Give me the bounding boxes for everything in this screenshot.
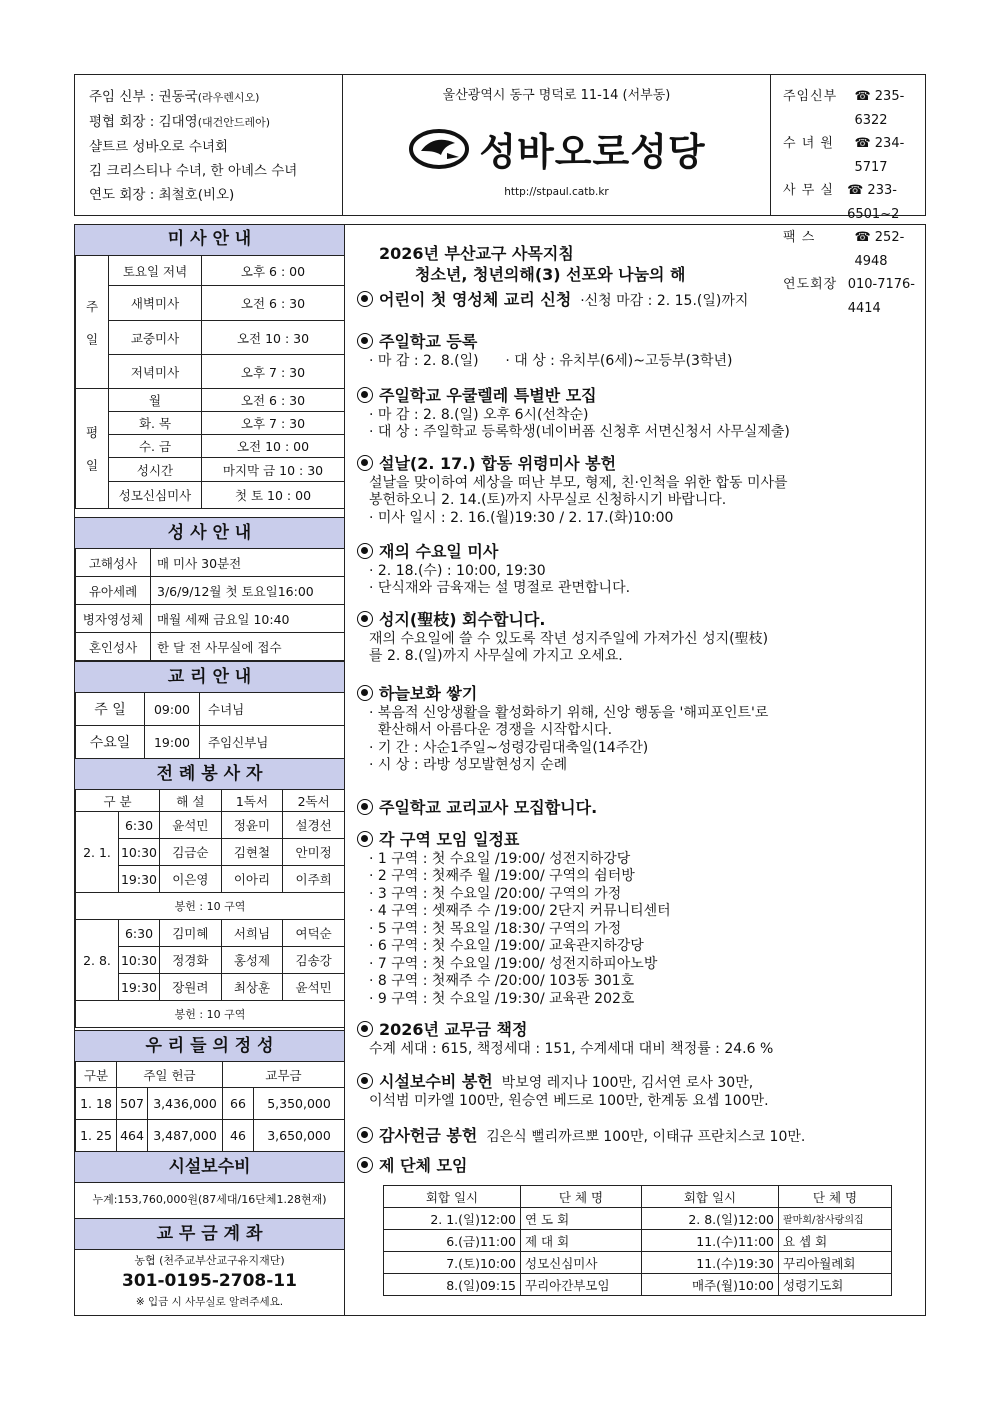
sacrament-detail: 3/6/9/12월 첫 토요일16:00 [151, 577, 345, 605]
notice-line: 수계 세대 : 615, 책정세대 : 151, 수계세대 대비 책정률 : 24.6 % [369, 1040, 774, 1057]
notice-line: · 기 간 : 사순1주일~성령강림대축일(14주간) [369, 739, 649, 756]
notice-heading-line [357, 333, 919, 353]
mass-title: 미 사 안 내 [75, 225, 344, 256]
notice-line: · 7 구역 : 첫 수요일 /19:00/ 성전지하피아노방 [369, 955, 658, 972]
circle-bullet-icon [357, 387, 373, 403]
notice-heading-line [357, 611, 919, 631]
notice-heading: 주일학교 교리교사 모집합니다. [379, 798, 598, 817]
notice-heading: 재의 수요일 미사 [379, 542, 499, 561]
notice-line: · 3 구역 : 첫 수요일 /20:00/ 구역의 가정 [369, 885, 622, 902]
notice-line: · 시 상 : 라방 성모발현성지 순례 [369, 757, 568, 773]
liturgy-name: 김송강 [283, 947, 345, 974]
notice-item [357, 1021, 919, 1058]
mass-name: 토요일 저녁 [109, 256, 202, 286]
mass-time: 오후 7 : 30 [202, 355, 345, 389]
group-row [384, 1208, 892, 1230]
offering-value: 3,487,000 [148, 1120, 223, 1152]
group-datetime: 매주(월)10:00 [642, 1274, 779, 1296]
liturgy-name: 안미정 [283, 839, 345, 866]
liturgy-title: 전 례 봉 사 자 [75, 758, 344, 790]
sacrament-row [76, 577, 345, 605]
notice-heading-line [357, 685, 919, 705]
notices-column [345, 224, 926, 1316]
liturgy-header: 2독서 [283, 790, 345, 812]
mass-time: 마지막 금 10 : 30 [202, 458, 345, 482]
liturgy-name: 윤석민 [160, 812, 222, 839]
notice-heading: 하늘보화 쌓기 [379, 684, 478, 703]
offering-header-row [76, 1062, 345, 1088]
mass-name: 교중미사 [109, 321, 202, 355]
church-address: 울산광역시 동구 명덕로 11-14 (서부동) [442, 88, 671, 103]
motto-line-1: 2026년 부산교구 사목지침 [379, 244, 574, 263]
group-name: 꾸리아간부모임 [521, 1274, 642, 1296]
mass-name: 수. 금 [109, 435, 202, 458]
group-name: 팔마회/참사랑의집 [779, 1208, 892, 1230]
mass-name: 새벽미사 [109, 286, 202, 321]
liturgy-name: 서희님 [221, 920, 283, 947]
notice-heading-line [357, 1157, 919, 1177]
offering-value: 66 [223, 1088, 254, 1120]
notice-line: 재의 수요일에 쓸 수 있도록 작년 성지주일에 가져가신 성지(聖枝) [369, 630, 769, 647]
liturgy-name: 정윤미 [221, 812, 283, 839]
notice-heading-line [357, 1073, 919, 1093]
mass-row [76, 458, 345, 482]
group-header: 단 체 명 [779, 1186, 892, 1208]
group-datetime: 6.(금)11:00 [384, 1230, 521, 1252]
doctrine-day: 주 일 [76, 693, 145, 726]
notice-line: · 마 감 : 2. 8.(일) · 대 상 : 유치부(6세)~고등부(3학년) [369, 352, 733, 369]
contact-label: 연도회장 [783, 277, 838, 292]
liturgy-name: 설경선 [283, 812, 345, 839]
sacrament-detail: 매 미사 30분전 [151, 549, 345, 577]
facility-total: 누계:153,760,000원(87세대/16단체1.28현재) [75, 1182, 344, 1219]
offering-date: 1. 18 [76, 1088, 117, 1120]
group-row [384, 1274, 892, 1296]
offering-value: 507 [117, 1088, 148, 1120]
mass-row [76, 355, 345, 389]
mass-group-label: 주 일 [76, 256, 109, 389]
circle-bullet-icon [357, 685, 373, 701]
doctrine-time: 09:00 [145, 693, 200, 726]
mass-name: 화. 목 [109, 412, 202, 435]
notice-heading-line [357, 291, 919, 311]
notice-heading: 어린이 첫 영성체 교리 신청 [379, 290, 572, 309]
offering-value: 5,350,000 [254, 1088, 345, 1120]
notice-item [357, 333, 919, 370]
group-row [384, 1252, 892, 1274]
notice-heading: 각 구역 모임 일정표 [379, 830, 520, 849]
notice-heading-line [357, 455, 919, 475]
staff-line [89, 135, 342, 159]
liturgy-name: 이은영 [160, 866, 222, 893]
staff-line [89, 159, 342, 183]
notice-heading-line [357, 543, 919, 563]
church-title-block [343, 75, 771, 215]
staff-line-text: 주임 신부 : 권동국 [89, 89, 198, 105]
staff-line-text: 평협 회장 : 김대영 [89, 114, 198, 130]
notice-heading-line [357, 387, 919, 407]
liturgy-name: 홍성제 [221, 947, 283, 974]
account-number: 301-0195-2708-11 [122, 1271, 297, 1291]
mass-name: 성시간 [109, 458, 202, 482]
liturgy-time: 10:30 [119, 947, 160, 974]
contact-row [783, 85, 925, 132]
notice-heading-line [357, 799, 919, 819]
account-title: 교 무 금 계 좌 [75, 1218, 344, 1250]
sacrament-name: 병자영성체 [76, 605, 151, 633]
notice-line: · 2. 18.(수) : 10:00, 19:30 [369, 562, 546, 579]
notice-heading: 시설보수비 봉헌 [379, 1072, 493, 1091]
mass-row [76, 435, 345, 458]
notice-item [357, 611, 919, 666]
liturgy-name: 김현철 [221, 839, 283, 866]
notice-item [357, 1073, 919, 1110]
mass-row [76, 286, 345, 321]
mass-time: 오후 7 : 30 [202, 412, 345, 435]
liturgy-header: 해 설 [160, 790, 222, 812]
notice-heading-line [357, 1021, 919, 1041]
offering-value: 3,650,000 [254, 1120, 345, 1152]
liturgy-offering: 봉헌 : 10 구역 [76, 1001, 345, 1028]
contact-row [783, 132, 925, 179]
staff-line [89, 110, 342, 135]
account-info [75, 1252, 344, 1309]
church-name: 성바오로성당 [479, 130, 706, 174]
mass-row [76, 256, 345, 286]
mass-row [76, 412, 345, 435]
notice-line: · 1 구역 : 첫 수요일 /19:00/ 성전지하강당 [369, 850, 631, 867]
notice-heading: 주일학교 우쿨렐레 특별반 모집 [379, 386, 597, 405]
circle-bullet-icon [357, 1157, 373, 1173]
circle-bullet-icon [357, 543, 373, 559]
liturgy-time: 6:30 [119, 920, 160, 947]
liturgy-name: 김금순 [160, 839, 222, 866]
doctrine-table [75, 692, 345, 759]
doctrine-teacher: 주임신부님 [200, 726, 345, 759]
liturgy-offering: 봉헌 : 10 구역 [76, 893, 345, 920]
liturgy-date: 2. 8. [76, 920, 119, 1001]
offering-value: 3,436,000 [148, 1088, 223, 1120]
liturgy-name: 윤석민 [283, 974, 345, 1001]
liturgy-offering-row [76, 1001, 345, 1028]
contact-value: ☎ 234-5717 [854, 136, 905, 175]
circle-bullet-icon [357, 455, 373, 471]
liturgy-name: 여덕순 [283, 920, 345, 947]
circle-bullet-icon [357, 611, 373, 627]
notice-line: 환산해서 아름다운 경쟁을 시작합시다. [369, 722, 613, 738]
mass-name: 월 [109, 389, 202, 412]
notice-line: · 단식재와 금육재는 설 명절로 관면합니다. [369, 580, 631, 596]
liturgy-header: 1독서 [221, 790, 283, 812]
notice-line: · 4 구역 : 셋째주 수 /19:00/ 2단지 커뮤니티센터 [369, 903, 671, 919]
contact-value: ☎ 235-6322 [854, 89, 905, 128]
group-name: 성령기도회 [779, 1274, 892, 1296]
group-name: 꾸리아월례회 [779, 1252, 892, 1274]
offering-table [75, 1061, 345, 1152]
motto-line-2: 청소년, 청년의해(3) 선포와 나눔의 해 [415, 265, 686, 284]
staff-line-text: 김 크리스티나 수녀, 한 아녜스 수녀 [89, 163, 298, 179]
mass-time: 오전 10 : 00 [202, 435, 345, 458]
notice-heading: 주일학교 등록 [379, 332, 478, 351]
notice-line: 를 2. 8.(일)까지 사무실에 가지고 오세요. [369, 648, 623, 664]
liturgy-offering-row [76, 893, 345, 920]
staff-line-text: 샬트르 성바오로 수녀회 [89, 139, 228, 155]
liturgy-table [75, 789, 345, 1028]
staff-line-text: 연도 회장 : 최철호(비오) [89, 187, 235, 203]
liturgy-name: 이주희 [283, 866, 345, 893]
staff-line-note: (라우렌시오) [197, 91, 260, 104]
notice-line: · 복음적 신앙생활을 활성화하기 위해, 신앙 행동을 '해피포인트'로 [369, 704, 769, 721]
sacrament-row [76, 633, 345, 661]
sacrament-row [76, 549, 345, 577]
left-column [74, 224, 345, 1316]
notice-item [357, 685, 919, 775]
church-url[interactable]: http://stpaul.catb.kr [504, 186, 609, 198]
group-datetime: 2. 1.(일)12:00 [384, 1208, 521, 1230]
notice-item [357, 831, 919, 1008]
liturgy-name: 장원려 [160, 974, 222, 1001]
mass-time: 오전 10 : 30 [202, 321, 345, 355]
group-name: 제 대 회 [521, 1230, 642, 1252]
group-meeting-table [383, 1185, 892, 1296]
facility-title: 시설보수비 [75, 1151, 344, 1183]
mass-name: 성모신심미사 [109, 482, 202, 509]
liturgy-time: 10:30 [119, 839, 160, 866]
doctrine-row [76, 726, 345, 759]
notice-line: · 6 구역 : 첫 수요일 /19:00/ 교육관지하강당 [369, 938, 644, 954]
notice-line: 이석범 미카엘 100만, 원승연 베드로 100만, 한계동 요셉 100만. [369, 1092, 769, 1109]
sacrament-name: 고해성사 [76, 549, 151, 577]
notice-item [357, 387, 919, 442]
notice-item [357, 291, 919, 311]
mass-group-label: 평 일 [76, 389, 109, 509]
doctrine-title: 교 리 안 내 [75, 661, 344, 693]
liturgy-name: 최상훈 [221, 974, 283, 1001]
notice-inline-text: ·신청 마감 : 2. 15.(일)까지 [571, 293, 749, 309]
group-header: 회합 일시 [642, 1186, 779, 1208]
group-header: 단 체 명 [521, 1186, 642, 1208]
mass-row [76, 321, 345, 355]
group-header: 회합 일시 [384, 1186, 521, 1208]
doctrine-teacher: 수녀님 [200, 693, 345, 726]
offering-title: 우 리 들 의 정 성 [75, 1030, 344, 1062]
offering-row [76, 1088, 345, 1120]
sacrament-name: 혼인성사 [76, 633, 151, 661]
sacrament-detail: 매월 세째 금요일 10:40 [151, 605, 345, 633]
group-row [384, 1230, 892, 1252]
group-datetime: 8.(일)09:15 [384, 1274, 521, 1296]
notice-heading: 성지(聖枝) 회수합니다. [379, 610, 546, 629]
group-datetime: 2. 8.(일)12:00 [642, 1208, 779, 1230]
staff-line [89, 85, 342, 110]
notice-line: · 5 구역 : 첫 목요일 /18:30/ 구역의 가정 [369, 920, 622, 937]
doctrine-time: 19:00 [145, 726, 200, 759]
notice-inline-text: 박보영 레지나 100만, 김서연 로사 30만, [492, 1075, 754, 1091]
mass-name: 저녁미사 [109, 355, 202, 389]
notice-item [357, 543, 919, 598]
notice-line: · 8 구역 : 첫째주 수 /20:00/ 103동 301호 [369, 973, 635, 989]
sacrament-name: 유아세례 [76, 577, 151, 605]
notice-heading-line [357, 1127, 919, 1147]
notice-item [357, 1157, 919, 1177]
contact-value: ☎ 252-4948 [854, 230, 905, 269]
group-datetime: 7.(토)10:00 [384, 1252, 521, 1274]
group-header-row [384, 1186, 892, 1208]
offering-row [76, 1120, 345, 1152]
offering-date: 1. 25 [76, 1120, 117, 1152]
group-name: 성모신심미사 [521, 1252, 642, 1274]
church-logo [343, 121, 770, 176]
sacrament-table [75, 548, 345, 661]
notice-heading: 제 단체 모임 [379, 1156, 468, 1175]
liturgy-row [76, 920, 345, 947]
notice-line: · 미사 일시 : 2. 16.(월)19:30 / 2. 17.(화)10:00 [369, 509, 674, 526]
mass-time: 오후 6 : 00 [202, 256, 345, 286]
notice-line: · 대 상 : 주일학교 등록학생(네이버폼 신청후 서면신청서 사무실제출) [369, 424, 790, 440]
notice-item [357, 799, 919, 819]
doctrine-day: 수요일 [76, 726, 145, 759]
liturgy-name: 정경화 [160, 947, 222, 974]
group-datetime: 11.(수)19:30 [642, 1252, 779, 1274]
offering-value: 46 [223, 1120, 254, 1152]
group-datetime: 11.(수)11:00 [642, 1230, 779, 1252]
contact-value: ☎ 233-6501~2 [847, 183, 900, 222]
dove-emblem-icon [407, 125, 471, 173]
staff-line-note: (대건안드레아) [197, 116, 271, 129]
circle-bullet-icon [357, 1021, 373, 1037]
mass-time: 오전 6 : 30 [202, 286, 345, 321]
mass-row [76, 389, 345, 412]
liturgy-name: 김미혜 [160, 920, 222, 947]
group-name: 연 도 회 [521, 1208, 642, 1230]
contact-label: 사 무 실 [783, 183, 834, 198]
account-note: ※ 입금 시 사무실로 알려주세요. [135, 1296, 284, 1308]
liturgy-date: 2. 1. [76, 812, 119, 893]
liturgy-name: 이아리 [221, 866, 283, 893]
staff-info [75, 75, 343, 215]
notice-item [357, 1127, 919, 1147]
liturgy-time: 19:30 [119, 866, 160, 893]
circle-bullet-icon [357, 1127, 373, 1143]
contact-label: 수 녀 원 [783, 136, 834, 151]
notice-line: · 2 구역 : 첫째주 월 /19:00/ 구역의 쉼터방 [369, 868, 635, 884]
liturgy-header: 구 분 [76, 790, 160, 812]
offering-value: 464 [117, 1120, 148, 1152]
liturgy-time: 6:30 [119, 812, 160, 839]
notice-line: 봉헌하오니 2. 14.(토)까지 사무실로 신청하시기 바랍니다. [369, 492, 727, 508]
notice-line: · 마 감 : 2. 8.(일) 오후 6시(선착순) [369, 406, 589, 423]
group-name: 요 셉 회 [779, 1230, 892, 1252]
circle-bullet-icon [357, 799, 373, 815]
notice-line: 설날을 맞이하여 세상을 떠난 부모, 형제, 친·인척을 위한 합동 미사를 [369, 474, 788, 491]
offering-header: 주일 헌금 [117, 1062, 223, 1088]
doctrine-row [76, 693, 345, 726]
contact-value: 010-7176-4414 [847, 277, 915, 316]
circle-bullet-icon [357, 1073, 373, 1089]
notice-item [357, 455, 919, 527]
liturgy-header-row [76, 790, 345, 812]
mass-time: 오전 6 : 30 [202, 389, 345, 412]
sacrament-row [76, 605, 345, 633]
mass-time: 첫 토 10 : 00 [202, 482, 345, 509]
contact-list [771, 75, 925, 316]
sacrament-title: 성 사 안 내 [75, 517, 344, 549]
notice-heading: 설날(2. 17.) 합동 위령미사 봉헌 [379, 454, 617, 473]
notice-heading: 감사헌금 봉헌 [379, 1126, 478, 1145]
offering-header: 교무금 [223, 1062, 345, 1088]
notice-inline-text: 김은식 뻘리까르뽀 100만, 이태규 프란치스코 10만. [477, 1129, 806, 1145]
contact-label: 주임신부 [783, 89, 838, 104]
circle-bullet-icon [357, 831, 373, 847]
contact-label: 팩 스 [783, 230, 816, 245]
notice-heading: 2026년 교무금 책정 [379, 1020, 528, 1039]
circle-bullet-icon [357, 291, 373, 307]
mass-row [76, 482, 345, 509]
sacrament-detail: 한 달 전 사무실에 접수 [151, 633, 345, 661]
liturgy-row [76, 812, 345, 839]
contact-row [783, 179, 925, 226]
staff-line [89, 183, 342, 207]
mass-table [75, 255, 345, 509]
account-bank: 농협 (천주교부산교구유지재단) [134, 1254, 285, 1267]
liturgy-time: 19:30 [119, 974, 160, 1001]
notice-line: · 9 구역 : 첫 수요일 /19:30/ 교육관 202호 [369, 990, 635, 1007]
notice-heading-line [357, 831, 919, 851]
offering-header: 구분 [76, 1062, 117, 1088]
circle-bullet-icon [357, 333, 373, 349]
